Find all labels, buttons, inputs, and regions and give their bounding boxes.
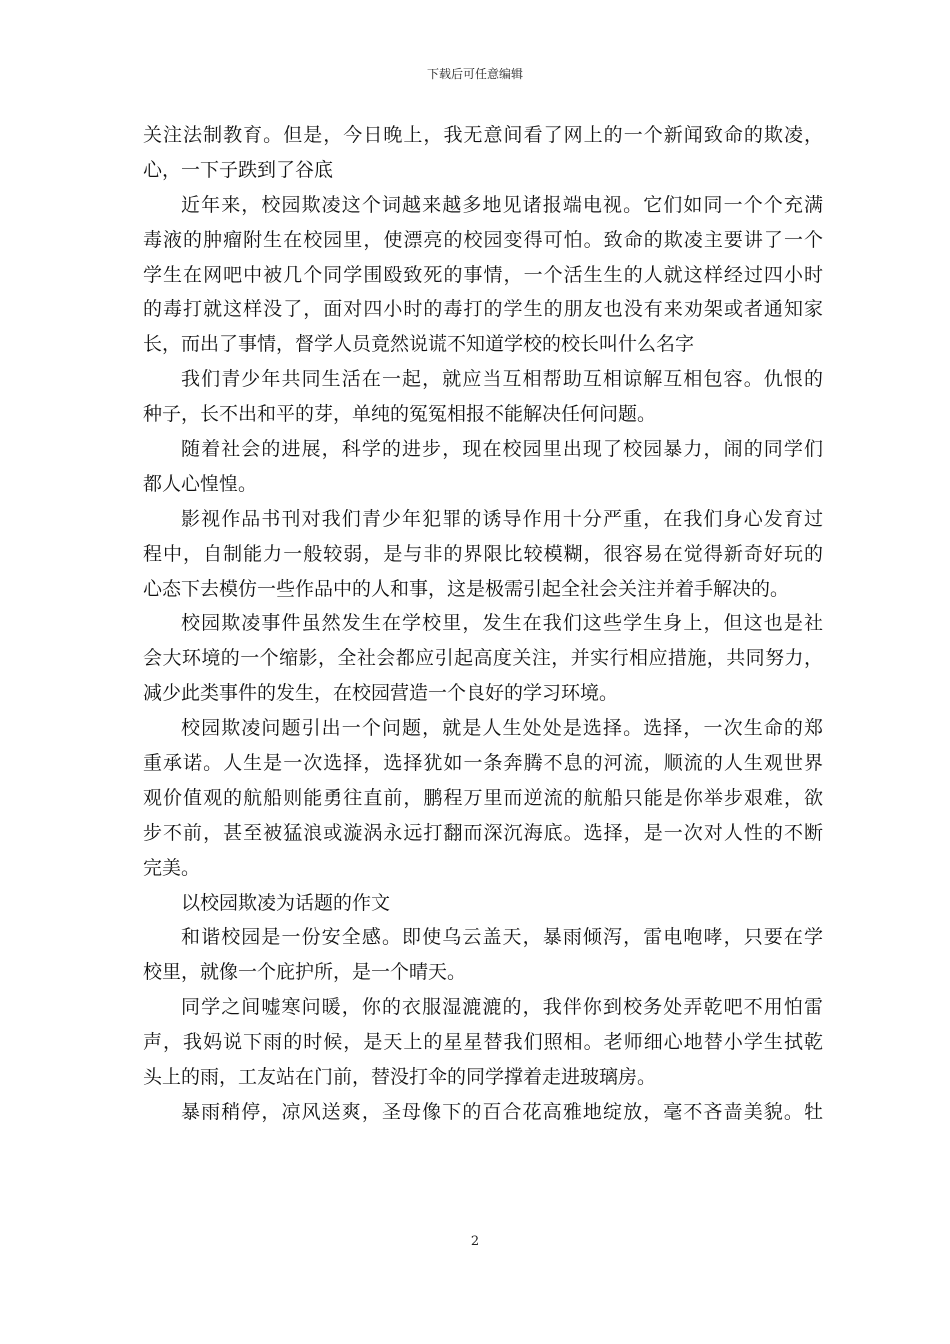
page-header: 下载后可任意编辑 <box>426 67 523 81</box>
page-number: 2 <box>470 1234 480 1249</box>
text-line: 校园欺凌事件虽然发生在学校里，发生在我们这些学生身上，但这也是社 <box>181 612 823 635</box>
text-line: 影视作品书刊对我们青少年犯罪的诱导作用十分严重，在我们身心发育过 <box>181 507 823 530</box>
text-line: 校里，就像一个庇护所，是一个晴天。 <box>143 961 467 984</box>
text-line: 减少此类事件的发生，在校园营造一个良好的学习环境。 <box>143 682 619 705</box>
text-line: 校园欺凌问题引出一个问题，就是人生处处是选择。选择，一次生命的郑 <box>181 717 823 740</box>
text-line: 的毒打就这样没了，面对四小时的毒打的学生的朋友也没有来劝架或者通知家 <box>143 298 823 321</box>
text-line: 长，而出了事情，督学人员竟然说谎不知道学校的校长叫什么名字 <box>143 333 695 356</box>
text-line: 种子，长不出和平的芽，单纯的冤冤相报不能解决任何问题。 <box>143 403 657 426</box>
text-line: 观价值观的航船则能勇往直前，鹏程万里而逆流的航船只能是你举步艰难，欲 <box>143 786 823 809</box>
text-line: 暴雨稍停，凉风送爽，圣母像下的百合花高雅地绽放，毫不吝啬美貌。牡 <box>181 1100 823 1123</box>
document-body <box>143 118 823 1130</box>
text-line: 我们青少年共同生活在一起，就应当互相帮助互相谅解互相包容。仇恨的 <box>181 368 823 391</box>
text-line: 程中，自制能力一般较弱，是与非的界限比较模糊，很容易在觉得新奇好玩的 <box>143 542 823 565</box>
text-line: 毒液的肿瘤附生在校园里，使漂亮的校园变得可怕。致命的欺凌主要讲了一个 <box>143 228 823 251</box>
text-line: 同学之间嘘寒问暖，你的衣服湿漉漉的，我伴你到校务处弄乾吧不用怕雷 <box>181 996 823 1019</box>
text-line: 完美。 <box>143 856 201 879</box>
text-line: 以校园欺凌为话题的作文 <box>181 891 391 914</box>
text-line: 随着社会的进展，科学的进步，现在校园里出现了校园暴力，闹的同学们 <box>181 438 823 461</box>
text-line: 都人心惶惶。 <box>143 472 258 495</box>
text-line: 头上的雨，工友站在门前，替没打伞的同学撑着走进玻璃房。 <box>143 1066 657 1089</box>
text-line: 心，一下子跌到了谷底 <box>143 158 334 181</box>
text-line: 近年来，校园欺凌这个词越来越多地见诸报端电视。它们如同一个个充满 <box>181 193 823 216</box>
text-line: 关注法制教育。但是，今日晚上，我无意间看了网上的一个新闻致命的欺凌， <box>143 124 823 146</box>
text-line: 学生在网吧中被几个同学围殴致死的事情，一个活生生的人就这样经过四小时 <box>143 263 823 286</box>
text-line: 步不前，甚至被猛浪或漩涡永远打翻而深沉海底。选择，是一次对人性的不断 <box>143 821 823 844</box>
text-line: 心态下去模仿一些作品中的人和事，这是极需引起全社会关注并着手解决的。 <box>143 577 790 600</box>
text-line: 声，我妈说下雨的时候，是天上的星星替我们照相。老师细心地替小学生拭乾 <box>143 1031 823 1054</box>
text-line: 会大环境的一个缩影，全社会都应引起高度关注，并实行相应措施，共同努力， <box>143 647 823 670</box>
text-line: 和谐校园是一份安全感。即使乌云盖天，暴雨倾泻，雷电咆哮，只要在学 <box>181 926 823 949</box>
text-line: 重承诺。人生是一次选择，选择犹如一条奔腾不息的河流，顺流的人生观世界 <box>143 752 823 775</box>
